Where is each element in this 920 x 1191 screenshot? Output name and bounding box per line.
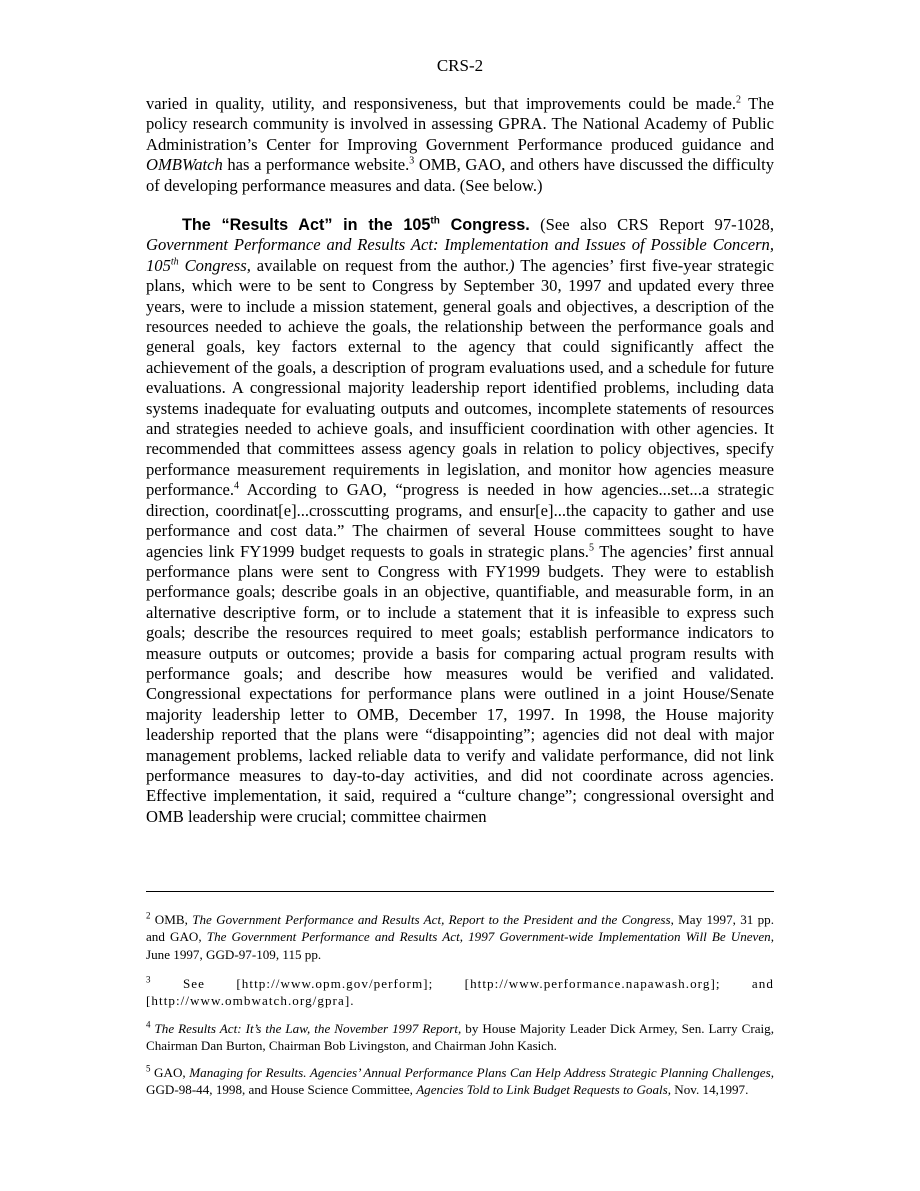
heading-text-pre: The “Results Act” in the 105 — [182, 216, 431, 234]
footnote-5-text-1: GAO, — [150, 1065, 190, 1080]
heading-text-post: Congress. — [439, 216, 530, 234]
heading-superscript: th — [430, 215, 440, 227]
report-title-post: Congress, — [178, 255, 251, 275]
footnote-5-text-3: Nov. 14,1997. — [671, 1082, 749, 1098]
para1-text-2: The policy research community is involved in assessing GPRA. The National Academy of Public Administration’s Center for Improving Government Performance produced guidance and — [146, 94, 774, 154]
footnote-3-text: See [http://www.opm.gov/perform]; [http://www.performance.napawash.org]; and [http://www.ombwatch.org/gpra]. — [146, 976, 774, 1009]
para2-italic-paren: ) — [509, 255, 515, 275]
footnote-2-number: 2 — [146, 910, 151, 921]
section-heading — [182, 216, 530, 234]
footnote-2-text-3: June 1997, GGD-97-109, 115 pp. — [146, 946, 322, 962]
para2-text-4: According to GAO, “progress is needed in how agencies...set...a strategic direction, coordinat[e]...crosscutting programs, and ensur[e]...the capacity to gather and use performance and cost data.” The chairmen of several House committees sought to have agencies link FY1999 budget requests to goals in strategic plans. — [146, 480, 774, 561]
footnote-2-italic-1: The Government Performance and Results Act, Report to the President and the Congress — [192, 912, 671, 927]
para1-text-1: varied in quality, utility, and responsiveness, but that improvements could be made. — [146, 94, 736, 113]
footnote-ref-4: 4 — [233, 480, 239, 492]
footnote-ref-3: 3 — [409, 155, 415, 167]
footnote-5 — [146, 1064, 774, 1099]
paragraph-results-act — [146, 215, 774, 827]
footnote-4-italic: The Results Act: It’s the Law, the November 1997 Report, — [150, 1021, 462, 1036]
para2-text-5: The agencies’ first annual performance plans were sent to Congress with FY1999 budgets. They were to establish performance goals; describe goals in an objective, quantifiable, and measurable form, in an alternative descriptive form, or to include a statement that it is infeasible to express such goals; describe the resources required to meet goals; establish performance indicators to measure outputs or outcomes; provide a basis for comparing actual program results with performance goals; and describe how measures would be verified and validated. Congressional expectations for performance plans were outlined in a joint House/Senate majority leadership letter to OMB, December 17, 1997. In 1998, the House majority leadership reported that the plans were “disappointing”; agencies did not deal with major management problems, lacked reliable data to verify and validate performance, did not link performance measures to day-to-day activities, and did not coordinate across agencies. Effective implementation, it said, required a “culture change”; congressional oversight and OMB leadership were crucial; committee chairmen — [146, 541, 774, 826]
report-title-pre: Government Performance and Results Act: Implementation and Issues of Possible Concern, 105 — [146, 235, 774, 275]
footnote-ref-2: 2 — [735, 94, 741, 106]
page-header: CRS-2 — [436, 56, 484, 75]
footnote-separator — [146, 891, 774, 892]
footnote-2-text-2: , May 1997, 31 pp. and GAO, — [146, 912, 774, 945]
footnote-4-number: 4 — [146, 1019, 151, 1030]
footnote-4-text: by House Majority Leader Dick Armey, Sen. Larry Craig, Chairman Dan Burton, Chairman Bob Livingston, and Chairman John Kasich. — [146, 1021, 774, 1054]
footnote-2-italic-2: The Government Performance and Results Act, 1997 Government-wide Implementation Will Be Uneven, — [206, 929, 775, 945]
footnote-3 — [146, 975, 774, 1010]
footnote-5-text-2: GGD-98-44, 1998, and House Science Committee, — [146, 1082, 417, 1098]
para1-text-4: OMB, GAO, and others have discussed the difficulty of developing performance measures and data. (See below.) — [146, 155, 774, 195]
footnote-2 — [146, 911, 774, 963]
footnote-2-text-1: OMB, — [150, 912, 193, 927]
footnote-4 — [146, 1020, 774, 1055]
para2-text-3: The agencies’ first five-year strategic plans, which were to be sent to Congress by September 30, 1997 and updated every three years, were to include a mission statement, general goals and objectives, a description of the resources needed to achieve the goals, the relationship between the performance goals and general goals, key factors external to the agency that could significantly affect the achievement of the goals, a description of program evaluations used, and a schedule for future evaluations. A congressional majority leadership report identified problems, including data systems inadequate for evaluating outputs and outcomes, incomplete statements of resources and strategies needed to achieve goals, and insufficient coordination with other agencies. It recommended that committees assess agency goals in relation to policy objectives, specify performance measurement requirements in legislation, and monitor how agencies measure performance. — [146, 255, 774, 500]
footnote-5-italic-1: Managing for Results. Agencies’ Annual Performance Plans Can Help Address Strategic Planning Challenges, — [189, 1065, 774, 1080]
footnote-3-number: 3 — [146, 974, 152, 985]
para1-text-3: has a performance website. — [222, 155, 410, 175]
para1-italic-ombwatch: OMBWatch — [146, 155, 223, 175]
report-title-superscript: th — [170, 256, 179, 268]
para2-text-2: available on request from the author. — [250, 255, 510, 275]
paragraph-intro — [146, 94, 774, 196]
footnote-ref-5: 5 — [588, 541, 594, 553]
footnote-5-number: 5 — [146, 1063, 151, 1074]
para2-text-1: (See also CRS Report 97-1028, — [529, 215, 774, 234]
footnote-5-italic-2: Agencies Told to Link Budget Requests to Goals, — [416, 1082, 672, 1098]
